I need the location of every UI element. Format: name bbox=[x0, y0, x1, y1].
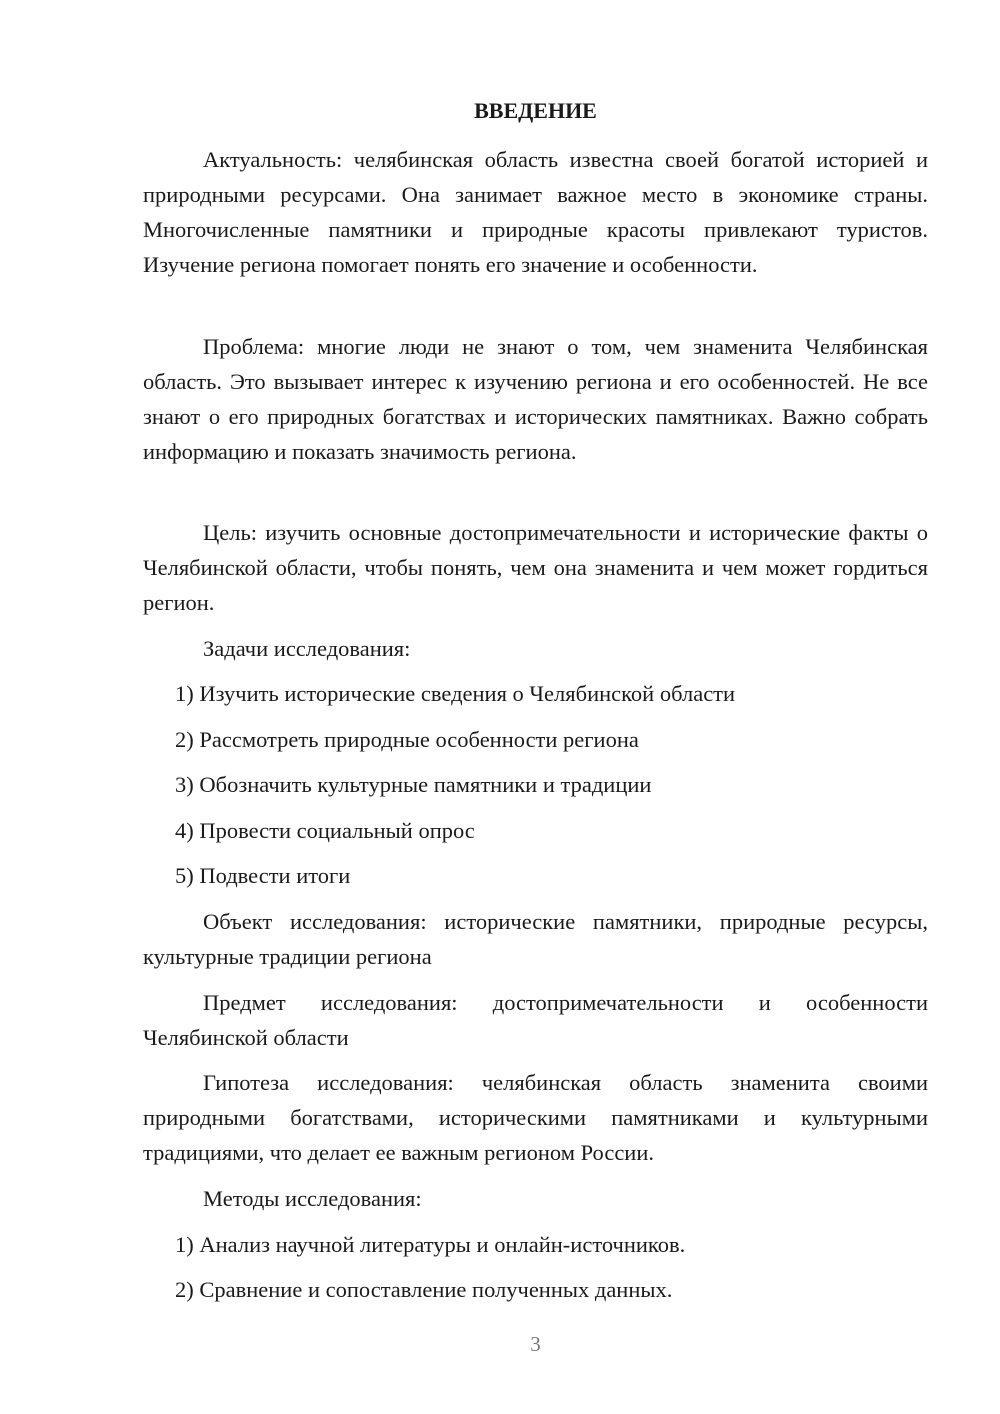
problem-paragraph: Проблема: многие люди не знают о том, чем знаменита Челябинская область. Это вызывает интерес к изучению региона и его особенностей. Не все знают о его природных богатствах и исторических памятниках. Важно собрать информацию и показать значимость региона. bbox=[143, 334, 928, 464]
task-item: 3) Обозначить культурные памятники и традиции bbox=[175, 772, 652, 797]
hypothesis-paragraph: Гипотеза исследования: челябинская область знаменита своими природными богатствами, историческими памятниками и культурными традициями, что делает ее важным регионом России. bbox=[143, 1070, 928, 1165]
relevance-paragraph: Актуальность: челябинская область известна своей богатой историей и природными ресурсами. Она занимает важное место в экономике страны. Многочисленные памятники и природные красоты привлекают туристов. Изучение региона помогает понять его значение и особенности. bbox=[143, 147, 928, 277]
method-item: 2) Сравнение и сопоставление полученных данных. bbox=[175, 1277, 673, 1302]
task-item: 5) Подвести итоги bbox=[175, 863, 351, 888]
task-item: 1) Изучить исторические сведения о Челябинской области bbox=[175, 681, 736, 706]
subject-paragraph: Предмет исследования: достопримечательности и особенности Челябинской области bbox=[143, 990, 928, 1050]
page-title: ВВЕДЕНИЕ bbox=[474, 98, 597, 123]
tasks-heading: Задачи исследования: bbox=[203, 636, 411, 661]
method-item: 1) Анализ научной литературы и онлайн-источников. bbox=[175, 1232, 686, 1257]
page-number: 3 bbox=[530, 1332, 541, 1356]
methods-heading: Методы исследования: bbox=[203, 1186, 422, 1211]
task-item: 2) Рассмотреть природные особенности региона bbox=[175, 727, 639, 752]
document-page bbox=[143, 0, 928, 1414]
object-paragraph: Объект исследования: исторические памятники, природные ресурсы, культурные традиции региона bbox=[143, 909, 928, 969]
goal-paragraph: Цель: изучить основные достопримечательности и исторические факты о Челябинской области, чтобы понять, чем она знаменита и чем может гордиться регион. bbox=[143, 520, 928, 615]
task-item: 4) Провести социальный опрос bbox=[175, 818, 475, 843]
